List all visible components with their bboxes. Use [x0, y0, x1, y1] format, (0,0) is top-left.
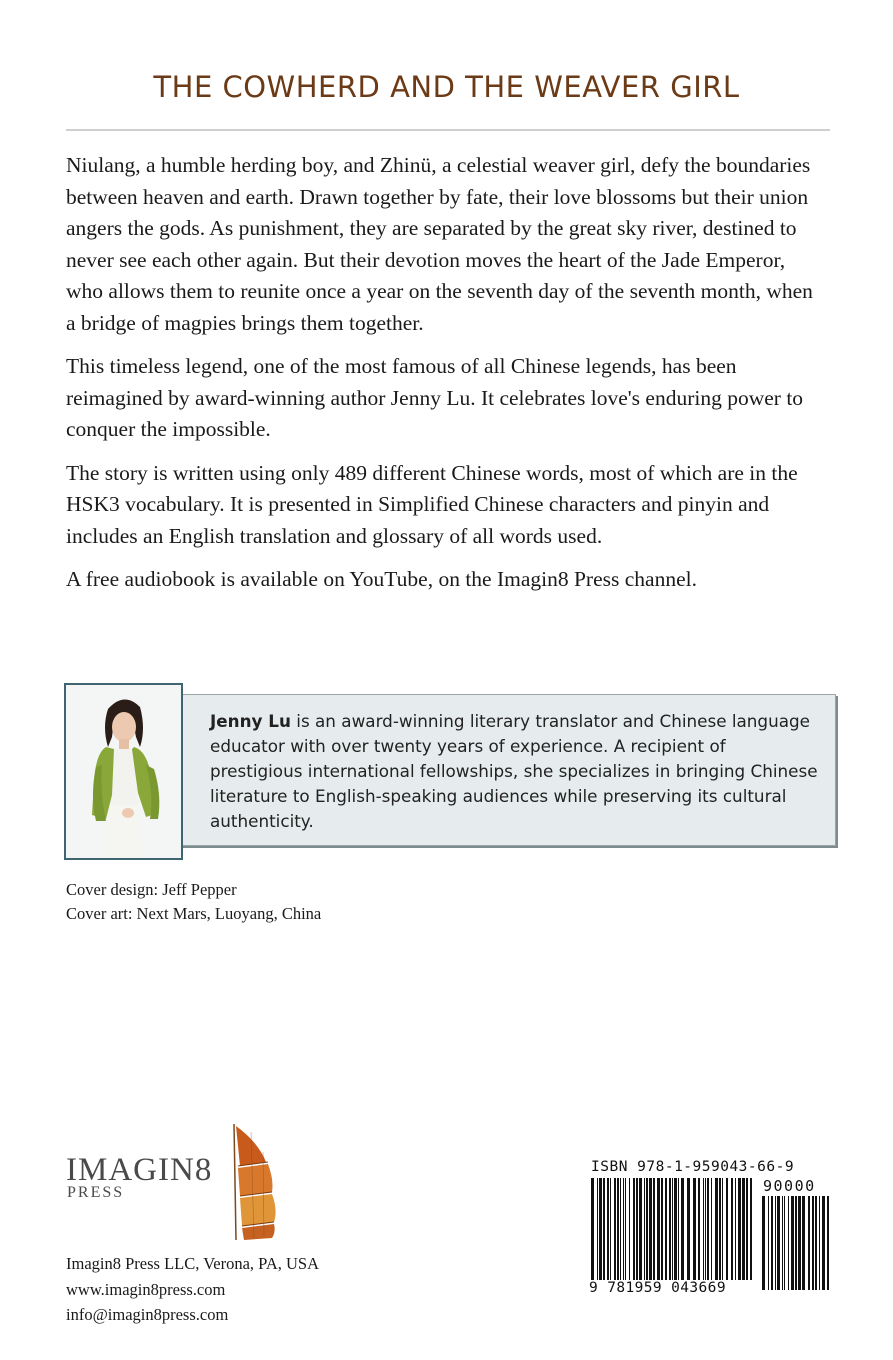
isbn-addon-barcode: [762, 1196, 830, 1290]
isbn-addon-digits: 90000: [763, 1177, 816, 1195]
author-photo: [64, 683, 183, 860]
author-bio: [210, 709, 820, 834]
blurb-paragraph: A free audiobook is available on YouTube, on the Imagin8 Press channel.: [66, 567, 697, 591]
cover-art-credit: Cover art: Next Mars, Luoyang, China: [66, 904, 322, 923]
title-divider: [66, 129, 830, 131]
author-bio-box: [180, 694, 836, 846]
book-title: THE COWHERD AND THE WEAVER GIRL: [153, 70, 740, 104]
isbn-label: ISBN 978-1-959043-66-9: [591, 1159, 795, 1175]
logo-press-text: PRESS: [67, 1184, 125, 1201]
publisher-address: Imagin8 Press LLC, Verona, PA, USA: [66, 1254, 320, 1273]
blurb: [66, 150, 826, 608]
ean-digits: 9 781959 043669: [589, 1280, 759, 1296]
blurb-paragraph: The story is written using only 489 different Chinese words, most of which are in the HSK3 vocabulary. It is presented in Simplified Chinese characters and pinyin and includes an English translation and glossary of all words used.: [66, 460, 798, 548]
author-photo-image: [66, 685, 181, 858]
author-name: Jenny Lu: [210, 711, 291, 731]
cover-credits: [66, 878, 321, 926]
author-bio-text: is an award-winning literary translator and Chinese language educator with over twenty years of experience. A recipient of prestigious international fellowships, she specializes in bringing Chinese literature to English-speaking audiences while preserving its cultural authenticity.: [210, 711, 818, 831]
blurb-paragraph: This timeless legend, one of the most famous of all Chinese legends, has been reimagined by award-winning author Jenny Lu. It celebrates love's enduring power to conquer the impossible.: [66, 354, 804, 441]
logo-wordmark: IMAGIN8: [66, 1152, 213, 1188]
publisher-contact: [66, 1251, 319, 1328]
blurb-paragraph: Niulang, a humble herding boy, and Zhinü, a celestial weaver girl, defy the boundaries between heaven and earth. Drawn together by fate, their love blossoms but their union angers the gods. As punishment, they are separated by the great sky river, destined to never see each other again. But their devotion moves the heart of the Jade Emperor, who allows them to reunite once a year on the seventh day of the seventh month, when a bridge of magpies brings them together.: [66, 153, 813, 335]
cover-design-credit: Cover design: Jeff Pepper: [66, 880, 237, 899]
publisher-website: www.imagin8press.com: [66, 1279, 226, 1299]
junk-sail-icon: [206, 1122, 286, 1242]
publisher-email: info@imagin8press.com: [66, 1305, 229, 1324]
isbn-barcode: [591, 1178, 754, 1290]
publisher-logo: [66, 1122, 286, 1242]
